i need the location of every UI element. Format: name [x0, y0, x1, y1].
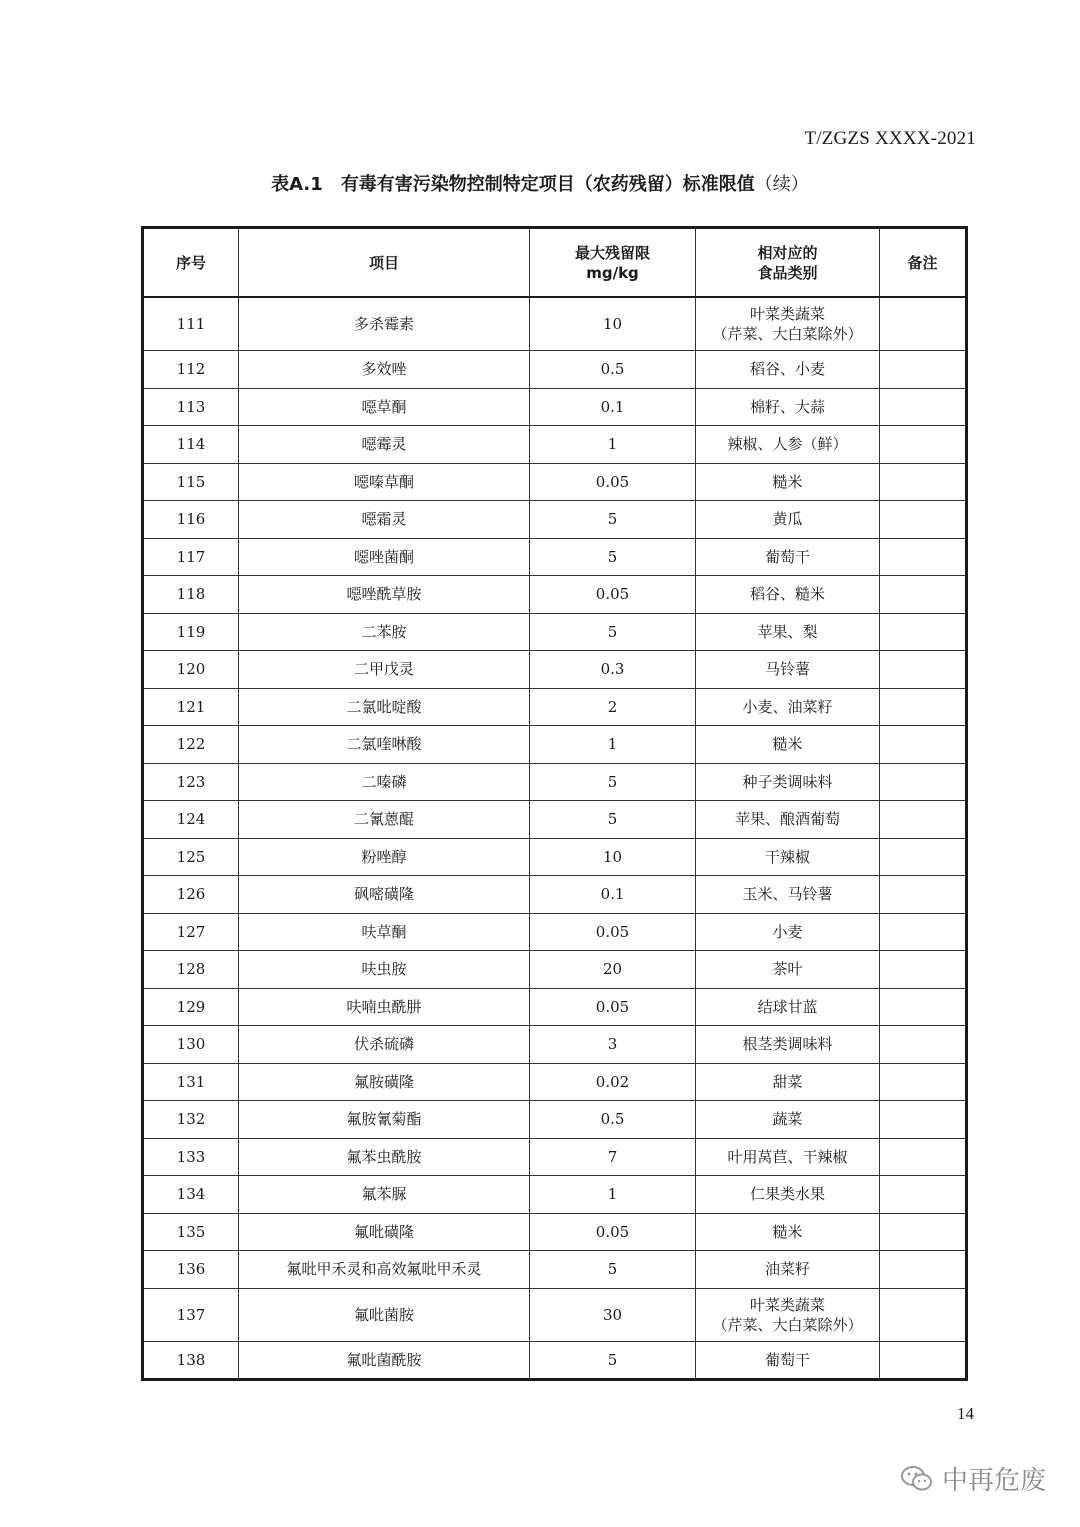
cell-food	[696, 613, 880, 651]
cell-item: 氟吡菌胺	[239, 1288, 530, 1341]
table-row	[143, 1341, 967, 1380]
cell-limit: 0.1	[530, 388, 696, 426]
cell-food	[696, 426, 880, 464]
header-item: 项目	[239, 228, 530, 298]
cell-limit: 20	[530, 951, 696, 989]
cell-no: 128	[143, 951, 239, 989]
cell-food-line: 葡萄干	[764, 1350, 810, 1369]
cell-remark	[880, 1251, 967, 1289]
cell-food-line: 稻谷、小麦	[749, 360, 825, 379]
cell-limit: 3	[530, 1026, 696, 1064]
header-food	[696, 228, 880, 298]
cell-food-line: 叶用莴苣、干辣椒	[727, 1147, 848, 1166]
table-row	[143, 388, 967, 426]
cell-item: 噁草酮	[239, 388, 530, 426]
cell-no: 127	[143, 913, 239, 951]
table-row	[143, 576, 967, 614]
cell-remark	[880, 538, 967, 576]
document-code: T/ZGZS XXXX-2021	[804, 128, 976, 149]
cell-food	[696, 838, 880, 876]
header-food-line1: 相对应的	[757, 243, 818, 262]
table-row	[143, 1176, 967, 1214]
cell-food	[696, 463, 880, 501]
cell-remark	[880, 876, 967, 914]
cell-item: 多杀霉素	[239, 297, 530, 351]
cell-item: 噁霜灵	[239, 501, 530, 539]
cell-limit: 2	[530, 688, 696, 726]
cell-no: 114	[143, 426, 239, 464]
cell-no: 121	[143, 688, 239, 726]
cell-no: 119	[143, 613, 239, 651]
cell-food-line: 蔬菜	[772, 1110, 803, 1129]
cell-item: 二氯喹啉酸	[239, 726, 530, 764]
cell-food-line: 玉米、马铃薯	[742, 885, 833, 904]
header-food-line2: 食品类别	[757, 263, 818, 282]
cell-food	[696, 988, 880, 1026]
table-row	[143, 426, 967, 464]
cell-food-line: 仁果类水果	[749, 1185, 825, 1204]
cell-remark	[880, 1026, 967, 1064]
table-row	[143, 613, 967, 651]
cell-limit: 5	[530, 1251, 696, 1289]
header-limit	[530, 228, 696, 298]
table-row	[143, 801, 967, 839]
cell-limit: 1	[530, 726, 696, 764]
cell-item: 氟吡甲禾灵和高效氟吡甲禾灵	[239, 1251, 530, 1289]
table-row	[143, 1213, 967, 1251]
cell-food-line: 叶菜类蔬菜	[749, 1295, 825, 1314]
cell-remark	[880, 613, 967, 651]
cell-limit: 1	[530, 1176, 696, 1214]
cell-food-line: （芹菜、大白菜除外）	[712, 1315, 863, 1334]
wechat-icon	[900, 1464, 934, 1494]
cell-food	[696, 1138, 880, 1176]
cell-limit: 0.5	[530, 351, 696, 389]
cell-remark	[880, 726, 967, 764]
cell-item: 氟苯脲	[239, 1176, 530, 1214]
header-limit-line1: 最大残留限	[574, 243, 650, 262]
cell-limit: 5	[530, 1341, 696, 1380]
cell-item: 多效唑	[239, 351, 530, 389]
cell-limit: 0.05	[530, 913, 696, 951]
cell-no: 124	[143, 801, 239, 839]
cell-no: 132	[143, 1101, 239, 1139]
cell-food	[696, 1063, 880, 1101]
cell-remark	[880, 388, 967, 426]
cell-remark	[880, 576, 967, 614]
cell-food	[696, 388, 880, 426]
cell-food-line: 小麦	[772, 922, 803, 941]
table-row	[143, 1251, 967, 1289]
cell-item: 粉唑醇	[239, 838, 530, 876]
cell-remark	[880, 1138, 967, 1176]
page-number: 14	[957, 1404, 974, 1423]
cell-item: 氟胺磺隆	[239, 1063, 530, 1101]
cell-limit: 5	[530, 501, 696, 539]
cell-food-line: 小麦、油菜籽	[742, 697, 833, 716]
cell-item: 二氯吡啶酸	[239, 688, 530, 726]
cell-item: 伏杀硫磷	[239, 1026, 530, 1064]
cell-item: 噁唑菌酮	[239, 538, 530, 576]
table-row	[143, 1063, 967, 1101]
table-title-main: 有毒有害污染物控制特定项目（农药残留）标准限值	[340, 174, 755, 195]
cell-item: 氟吡磺隆	[239, 1213, 530, 1251]
cell-no: 117	[143, 538, 239, 576]
table-row	[143, 297, 967, 351]
cell-food-line: 干辣椒	[764, 847, 810, 866]
cell-remark	[880, 1213, 967, 1251]
cell-limit: 7	[530, 1138, 696, 1176]
cell-item: 二氰蒽醌	[239, 801, 530, 839]
table-row	[143, 763, 967, 801]
cell-remark	[880, 1341, 967, 1380]
cell-item: 呋草酮	[239, 913, 530, 951]
cell-food	[696, 1288, 880, 1341]
cell-limit: 5	[530, 801, 696, 839]
cell-food-line: 叶菜类蔬菜	[749, 305, 825, 323]
cell-no: 123	[143, 763, 239, 801]
table-row	[143, 651, 967, 689]
cell-no: 116	[143, 501, 239, 539]
cell-item: 氟吡菌酰胺	[239, 1341, 530, 1380]
cell-remark	[880, 801, 967, 839]
cell-no: 118	[143, 576, 239, 614]
cell-limit: 0.3	[530, 651, 696, 689]
table-row	[143, 1288, 967, 1341]
cell-no: 112	[143, 351, 239, 389]
cell-food-line: 葡萄干	[764, 547, 810, 566]
cell-food	[696, 1176, 880, 1214]
table-row	[143, 1101, 967, 1139]
cell-food-line: 黄瓜	[772, 510, 803, 529]
cell-remark	[880, 1063, 967, 1101]
table-row	[143, 951, 967, 989]
cell-food-line: 根茎类调味料	[742, 1035, 833, 1054]
cell-remark	[880, 1288, 967, 1341]
cell-limit: 0.05	[530, 988, 696, 1026]
cell-food-line: 辣椒、人参（鲜）	[727, 435, 848, 454]
cell-limit: 5	[530, 763, 696, 801]
cell-food	[696, 576, 880, 614]
cell-food-line: 马铃薯	[764, 660, 810, 679]
cell-food-line: 糙米	[772, 735, 803, 754]
cell-food-line: 种子类调味料	[742, 772, 833, 791]
table-title-suffix: （续）	[754, 174, 809, 195]
table-row	[143, 913, 967, 951]
table-body	[143, 297, 967, 1380]
cell-remark	[880, 651, 967, 689]
cell-item: 二嗪磷	[239, 763, 530, 801]
header-no: 序号	[143, 228, 239, 298]
cell-remark	[880, 688, 967, 726]
cell-remark	[880, 501, 967, 539]
cell-remark	[880, 426, 967, 464]
cell-food	[696, 651, 880, 689]
cell-food	[696, 688, 880, 726]
cell-item: 呋喃虫酰肼	[239, 988, 530, 1026]
cell-item: 噁霉灵	[239, 426, 530, 464]
table-row	[143, 463, 967, 501]
cell-limit: 0.5	[530, 1101, 696, 1139]
cell-food	[696, 763, 880, 801]
cell-food	[696, 801, 880, 839]
cell-no: 134	[143, 1176, 239, 1214]
table-row	[143, 1138, 967, 1176]
table-row	[143, 988, 967, 1026]
cell-no: 125	[143, 838, 239, 876]
cell-item: 氟苯虫酰胺	[239, 1138, 530, 1176]
cell-food-line: 稻谷、糙米	[749, 585, 825, 604]
cell-remark	[880, 1101, 967, 1139]
table-row	[143, 726, 967, 764]
cell-food-line: 茶叶	[772, 960, 803, 979]
header-remark: 备注	[880, 228, 967, 298]
cell-no: 111	[143, 297, 239, 351]
cell-food	[696, 538, 880, 576]
cell-no: 133	[143, 1138, 239, 1176]
cell-food-line: 油菜籽	[764, 1260, 810, 1279]
cell-limit: 0.05	[530, 1213, 696, 1251]
cell-limit: 0.05	[530, 463, 696, 501]
cell-no: 135	[143, 1213, 239, 1251]
cell-food	[696, 1341, 880, 1380]
cell-food-line: 甜菜	[772, 1072, 803, 1091]
cell-limit: 10	[530, 297, 696, 351]
cell-food-line: 糙米	[772, 472, 803, 491]
cell-limit: 5	[530, 613, 696, 651]
cell-food	[696, 913, 880, 951]
cell-no: 122	[143, 726, 239, 764]
cell-item: 砜嘧磺隆	[239, 876, 530, 914]
cell-food	[696, 1251, 880, 1289]
cell-no: 130	[143, 1026, 239, 1064]
cell-no: 115	[143, 463, 239, 501]
table-title-prefix: 表A.1	[271, 174, 323, 195]
cell-item: 呋虫胺	[239, 951, 530, 989]
cell-item: 二甲戊灵	[239, 651, 530, 689]
header-limit-line2: mg/kg	[586, 263, 639, 282]
cell-remark	[880, 1176, 967, 1214]
cell-no: 137	[143, 1288, 239, 1341]
cell-limit: 5	[530, 538, 696, 576]
cell-limit: 10	[530, 838, 696, 876]
cell-food-line: 苹果、酿酒葡萄	[734, 810, 840, 829]
cell-food	[696, 501, 880, 539]
cell-food	[696, 1026, 880, 1064]
cell-food	[696, 297, 880, 351]
cell-food-line: 结球甘蓝	[757, 997, 818, 1016]
cell-remark	[880, 763, 967, 801]
cell-no: 120	[143, 651, 239, 689]
cell-remark	[880, 951, 967, 989]
table-row	[143, 688, 967, 726]
cell-item: 噁唑酰草胺	[239, 576, 530, 614]
cell-no: 129	[143, 988, 239, 1026]
cell-remark	[880, 838, 967, 876]
cell-remark	[880, 988, 967, 1026]
pesticide-limits-table	[141, 226, 968, 1381]
cell-food	[696, 876, 880, 914]
cell-remark	[880, 297, 967, 351]
cell-limit: 30	[530, 1288, 696, 1341]
cell-no: 126	[143, 876, 239, 914]
cell-remark	[880, 351, 967, 389]
table-row	[143, 1026, 967, 1064]
cell-food-line: 棉籽、大蒜	[749, 397, 825, 416]
cell-item: 氟胺氰菊酯	[239, 1101, 530, 1139]
cell-no: 138	[143, 1341, 239, 1380]
cell-food-line: 糙米	[772, 1222, 803, 1241]
cell-no: 131	[143, 1063, 239, 1101]
table-row	[143, 838, 967, 876]
cell-limit: 0.1	[530, 876, 696, 914]
cell-food	[696, 1101, 880, 1139]
cell-limit: 0.05	[530, 576, 696, 614]
cell-remark	[880, 913, 967, 951]
cell-food-line: 苹果、梨	[757, 622, 818, 641]
watermark-text: 中再危废	[941, 1466, 1046, 1496]
table-title	[0, 170, 1080, 196]
cell-food	[696, 1213, 880, 1251]
cell-item: 二苯胺	[239, 613, 530, 651]
cell-food-line: （芹菜、大白菜除外）	[712, 325, 863, 343]
table-row	[143, 876, 967, 914]
cell-limit: 0.02	[530, 1063, 696, 1101]
table-row	[143, 351, 967, 389]
table-row	[143, 538, 967, 576]
cell-remark	[880, 463, 967, 501]
table-header-row	[143, 228, 967, 298]
cell-food	[696, 351, 880, 389]
cell-food	[696, 951, 880, 989]
cell-no: 113	[143, 388, 239, 426]
cell-no: 136	[143, 1251, 239, 1289]
cell-item: 噁嗪草酮	[239, 463, 530, 501]
watermark	[900, 1460, 1046, 1497]
table-row	[143, 501, 967, 539]
cell-food	[696, 726, 880, 764]
cell-limit: 1	[530, 426, 696, 464]
